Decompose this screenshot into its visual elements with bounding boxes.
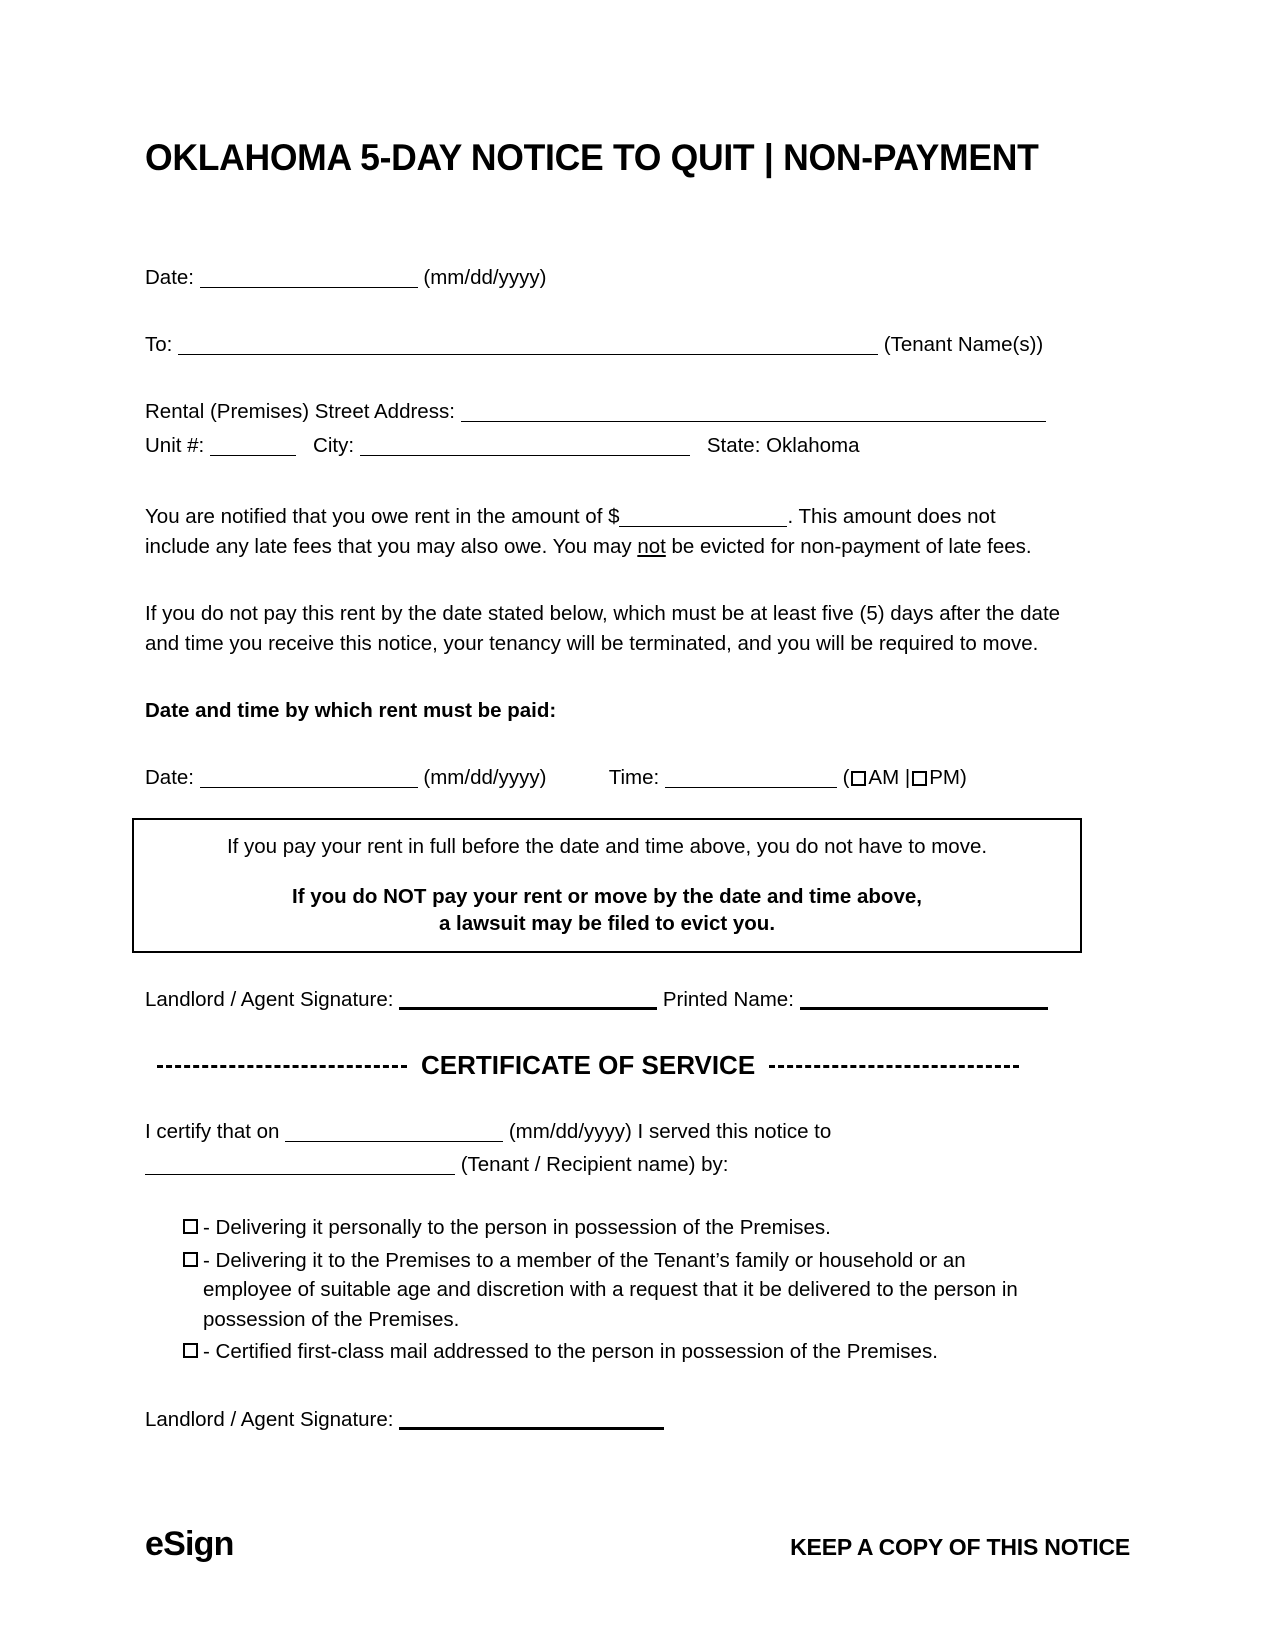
divider-dash-right	[769, 1065, 1019, 1068]
certificate-of-service-title: CERTIFICATE OF SERVICE	[421, 1050, 756, 1080]
service-option-mail-checkbox[interactable]	[183, 1343, 198, 1358]
certify-recipient-row	[145, 1150, 1070, 1179]
option-dash-1: -	[203, 1216, 210, 1239]
tenant-name-row	[145, 330, 1070, 359]
late-fees-text-pre: include any late fees that you may also owe. You may	[145, 534, 638, 558]
deadline-date-format-hint: (mm/dd/yyyy)	[423, 766, 547, 789]
unit-city-state-row	[145, 431, 1070, 460]
deadline-heading: Date and time by which rent must be paid:	[145, 699, 557, 722]
option-label-1: Delivering it personally to the person in possession of the Premises.	[215, 1216, 831, 1239]
landlord-signature-input[interactable]	[399, 991, 657, 1010]
notice-date-format-hint: (mm/dd/yyyy)	[423, 266, 547, 289]
tenant-name-input[interactable]	[178, 338, 878, 355]
warning-box	[132, 818, 1082, 953]
landlord-signature-label: Landlord / Agent Signature:	[145, 988, 394, 1011]
am-checkbox[interactable]	[851, 771, 866, 786]
printed-name-input[interactable]	[800, 991, 1048, 1010]
deadline-date-label: Date:	[145, 766, 194, 789]
printed-name-label: Printed Name:	[662, 988, 794, 1011]
warning-box-line-1: If you pay your rent in full before the date and time above, you do not have to move.	[226, 835, 988, 858]
termination-paragraph: If you do not pay this rent by the date stated below, which must be at least five (5) days after the date and time you receive this notice, your tenancy will be terminated, and you will be required to move.	[145, 602, 1061, 655]
certify-recipient-hint: (Tenant / Recipient name) by:	[460, 1153, 729, 1176]
pm-checkbox[interactable]	[912, 771, 927, 786]
notice-date-input[interactable]	[200, 271, 418, 288]
deadline-time-input[interactable]	[665, 771, 837, 788]
unit-input[interactable]	[210, 439, 296, 456]
certificate-signature-label: Landlord / Agent Signature:	[145, 1407, 394, 1431]
certify-recipient-input[interactable]	[145, 1158, 455, 1175]
document-content	[145, 0, 1070, 1434]
deadline-time-label: Time:	[608, 766, 660, 789]
am-pm-separator: |	[904, 766, 911, 789]
certify-date-input[interactable]	[285, 1125, 503, 1142]
certificate-signature-input[interactable]	[399, 1411, 664, 1430]
option-label-3: Certified first-class mail addressed to the person in possession of the Premises.	[215, 1340, 938, 1363]
notice-date-row	[145, 263, 1070, 292]
notice-date-label: Date:	[145, 266, 194, 289]
landlord-signature-row	[145, 985, 1070, 1014]
city-label: City:	[313, 434, 355, 457]
state-value: State: Oklahoma	[706, 434, 860, 457]
service-option-household[interactable]	[183, 1246, 1070, 1335]
option-label-2: Delivering it to the Premises to a member of the Tenant’s family or household or an employee of suitable age and discretion with a request that it be delivered to the person in possession of the Premises.	[203, 1248, 1018, 1331]
amount-owed-text-pre: You are notified that you owe rent in the amount of $	[145, 505, 620, 528]
keep-copy-notice: KEEP A COPY OF THIS NOTICE	[790, 1534, 1130, 1560]
premises-address-label: Rental (Premises) Street Address:	[145, 400, 455, 423]
certify-date-row	[145, 1117, 1070, 1146]
late-fees-text-post: be evicted for non-payment of late fees.	[665, 534, 1032, 558]
service-option-personal-text	[203, 1213, 1048, 1243]
late-fees-not-emphasis: not	[637, 534, 666, 558]
amount-owed-paragraph	[145, 502, 1070, 561]
esign-logo: eSign	[145, 1525, 234, 1563]
am-pm-open-paren: (	[842, 766, 850, 789]
service-option-personal-checkbox[interactable]	[183, 1219, 198, 1234]
service-option-mail[interactable]	[183, 1337, 1070, 1367]
option-dash-3: -	[203, 1340, 210, 1363]
service-option-household-text	[203, 1246, 1048, 1335]
service-option-household-checkbox[interactable]	[183, 1252, 198, 1267]
deadline-date-input[interactable]	[200, 771, 418, 788]
warning-box-line-3: a lawsuit may be filed to evict you.	[438, 912, 776, 935]
am-pm-close-paren: )	[959, 766, 967, 789]
divider-dash-left	[157, 1065, 407, 1068]
certify-date-format-hint: (mm/dd/yyyy) I served this notice to	[508, 1120, 832, 1143]
warning-box-line-2: If you do NOT pay your rent or move by the date and time above,	[292, 885, 922, 908]
service-method-options	[183, 1213, 1070, 1367]
service-option-personal[interactable]	[183, 1213, 1070, 1243]
certificate-of-service-divider	[145, 1050, 1070, 1081]
page-title: OKLAHOMA 5-DAY NOTICE TO QUIT | NON-PAYMENT	[145, 137, 1039, 178]
tenant-name-hint: (Tenant Name(s))	[883, 333, 1044, 356]
amount-owed-input[interactable]	[619, 510, 787, 527]
unit-label: Unit #:	[145, 434, 205, 457]
premises-address-input[interactable]	[461, 405, 1046, 422]
page-footer	[145, 1525, 1130, 1564]
service-option-mail-text	[203, 1337, 1048, 1367]
pm-label: PM	[929, 766, 960, 789]
certificate-signature-row	[145, 1405, 1070, 1434]
premises-address-row	[145, 397, 1070, 426]
city-input[interactable]	[360, 439, 690, 456]
tenant-name-label: To:	[145, 333, 173, 356]
deadline-datetime-row	[145, 763, 1070, 792]
am-label: AM	[868, 766, 900, 789]
certify-text-pre: I certify that on	[145, 1120, 280, 1143]
amount-owed-text-post: . This amount does not	[787, 505, 996, 528]
option-dash-2: -	[203, 1248, 210, 1272]
